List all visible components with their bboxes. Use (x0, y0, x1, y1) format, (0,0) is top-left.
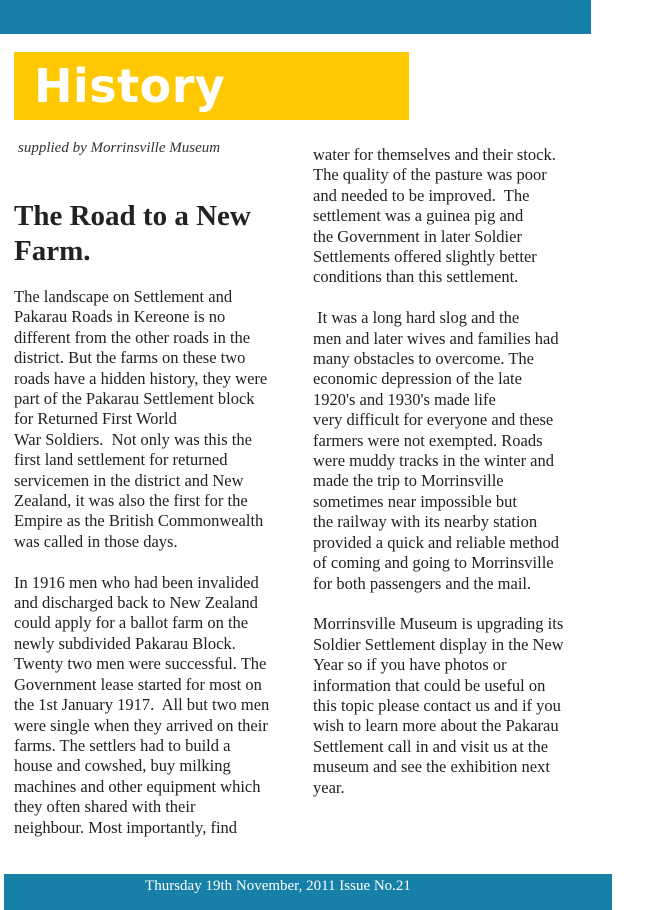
paragraph: It was a long hard slog and the men and later wives and families had many obstacles to overcome. The economic depression of the late 1920's and 1930's made life very difficult for everyone and these farmers were not exempted. Roads were muddy tracks in the winter and made the trip to Morrinsville sometimes near impossible but the railway with its nearby station provided a quick and reliable method of coming and going to Morrinsville for both passengers and the mail. (313, 308, 560, 593)
article-headline: The Road to a New Farm. (14, 200, 251, 267)
right-column (313, 145, 603, 798)
section-banner (14, 52, 409, 120)
article-byline: supplied by Morrinsville Museum (18, 140, 221, 156)
footer-issue-info: Thursday 19th November, 2011 Issue No.21 (145, 878, 411, 894)
footer-bar (4, 874, 612, 910)
paragraph: water for themselves and their stock. The quality of the pasture was poor and needed to be improved. The settlement was a guinea pig and the Government in later Soldier Settlements offered slightly better conditions than this settlement. (313, 145, 556, 287)
paragraph: Morrinsville Museum is upgrading its Soldier Settlement display in the New Year so if you have photos or information that could be useful on this topic please contact us and if you wish to learn more about the Pakarau Settlement call in and visit us at the museum and see the exhibition next year. (313, 614, 564, 797)
top-color-bar (0, 0, 591, 34)
left-column (14, 287, 299, 838)
section-title: History (34, 59, 226, 113)
paragraph: The landscape on Settlement and Pakarau Roads in Kereone is no different from the other roads in the district. But the farms on these two roads have a hidden history, they were part of the Pakarau Settlement block for Returned First World War Soldiers. Not only was this the first land settlement for returned servicemen in the district and New Zealand, it was also the first for the Empire as the British Commonwealth was called in those days. (14, 287, 268, 551)
paragraph: In 1916 men who had been invalided and discharged back to New Zealand could apply for a ballot farm on the newly subdivided Pakarau Block. Twenty two men were successful. The Government lease started for most on the 1st January 1917. All but two men were single when they arrived on their farms. The settlers had to build a house and cowshed, buy milking machines and other equipment which they often shared with their neighbour. Most importantly, find (14, 572, 270, 837)
